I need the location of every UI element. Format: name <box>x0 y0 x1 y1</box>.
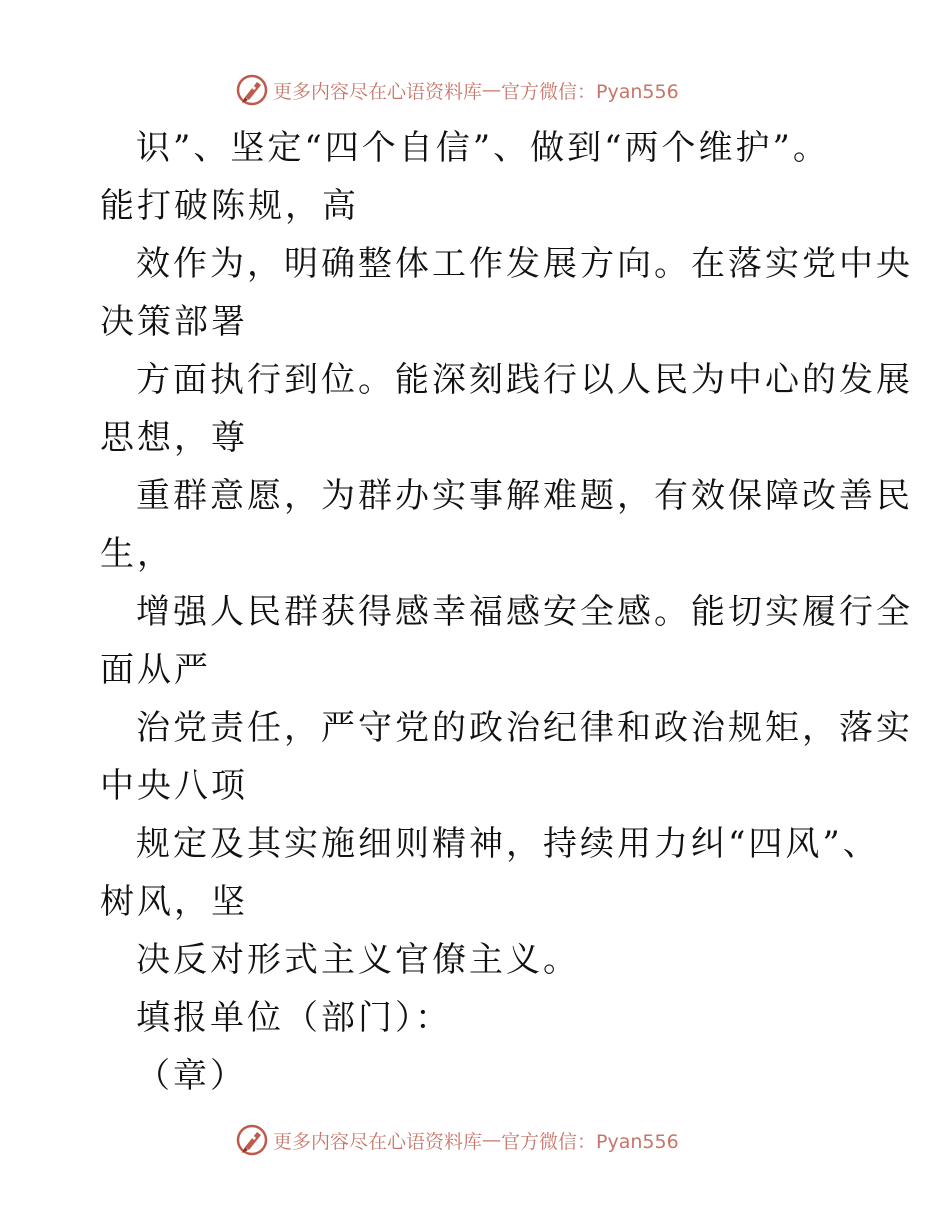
fountain-pen-logo-icon <box>235 73 269 107</box>
body-line: 中央八项 <box>100 766 248 806</box>
body-line: 思想，尊 <box>100 418 248 458</box>
body-line: 决反对形式主义官僚主义。 <box>136 940 580 980</box>
body-line: 效作为，明确整体工作发展方向。在落实党中央 <box>136 244 913 284</box>
watermark-brand-text: 更多内容尽在心语资料库 <box>273 80 483 103</box>
watermark-dash: — <box>482 79 502 101</box>
body-line: 面从严 <box>100 650 211 690</box>
body-line: 治党责任，严守党的政治纪律和政治规矩，落实 <box>136 708 913 748</box>
header-watermark <box>235 72 679 108</box>
body-line: 规定及其实施细则精神，持续用力纠“四风”、 <box>136 824 880 864</box>
body-line: 增强人民群获得感幸福感安全感。能切实履行全 <box>136 592 913 632</box>
body-line: 生， <box>100 534 174 574</box>
watermark-wechat-text: 官方微信：Pyan556 <box>501 80 679 103</box>
body-line: 树风，坚 <box>100 882 248 922</box>
fountain-pen-logo-icon <box>235 1123 269 1157</box>
body-line: 识”、坚定“四个自信”、做到“两个维护”。 <box>136 128 830 168</box>
footer-watermark <box>235 1122 679 1158</box>
seal-label: （章） <box>136 1056 247 1096</box>
body-line: 重群意愿，为群办实事解难题，有效保障改善民 <box>136 476 913 516</box>
body-line: 决策部署 <box>100 302 248 342</box>
watermark-wechat-text: 官方微信：Pyan556 <box>501 1130 679 1153</box>
filing-unit-label: 填报单位（部门）： <box>136 998 452 1038</box>
body-line: 方面执行到位。能深刻践行以人民为中心的发展 <box>136 360 913 400</box>
body-line: 能打破陈规，高 <box>100 186 359 226</box>
watermark-dash: — <box>482 1129 502 1151</box>
watermark-brand-text: 更多内容尽在心语资料库 <box>273 1130 483 1153</box>
